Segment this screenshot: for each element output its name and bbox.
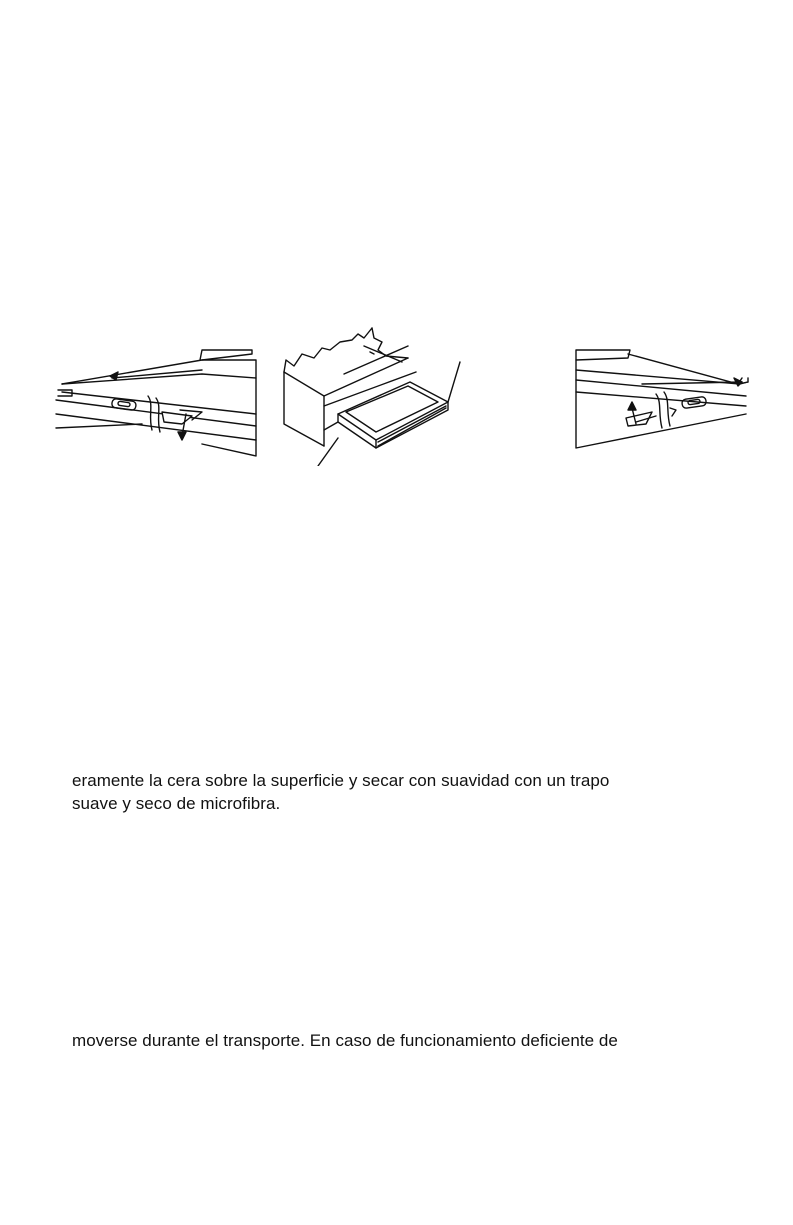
drawer-removal-icon [278, 320, 468, 466]
body-text-line: eramente la cera sobre la superficie y secar con suavidad con un trapo [72, 771, 610, 790]
body-text-line: suave y seco de microfibra. [72, 794, 281, 813]
body-text-line: moverse durante el transporte. En caso de funcionamiento deficiente de [72, 1031, 618, 1050]
drawer-rail-release-left-icon [52, 344, 258, 464]
drawer-rail-release-right-icon [570, 344, 752, 456]
